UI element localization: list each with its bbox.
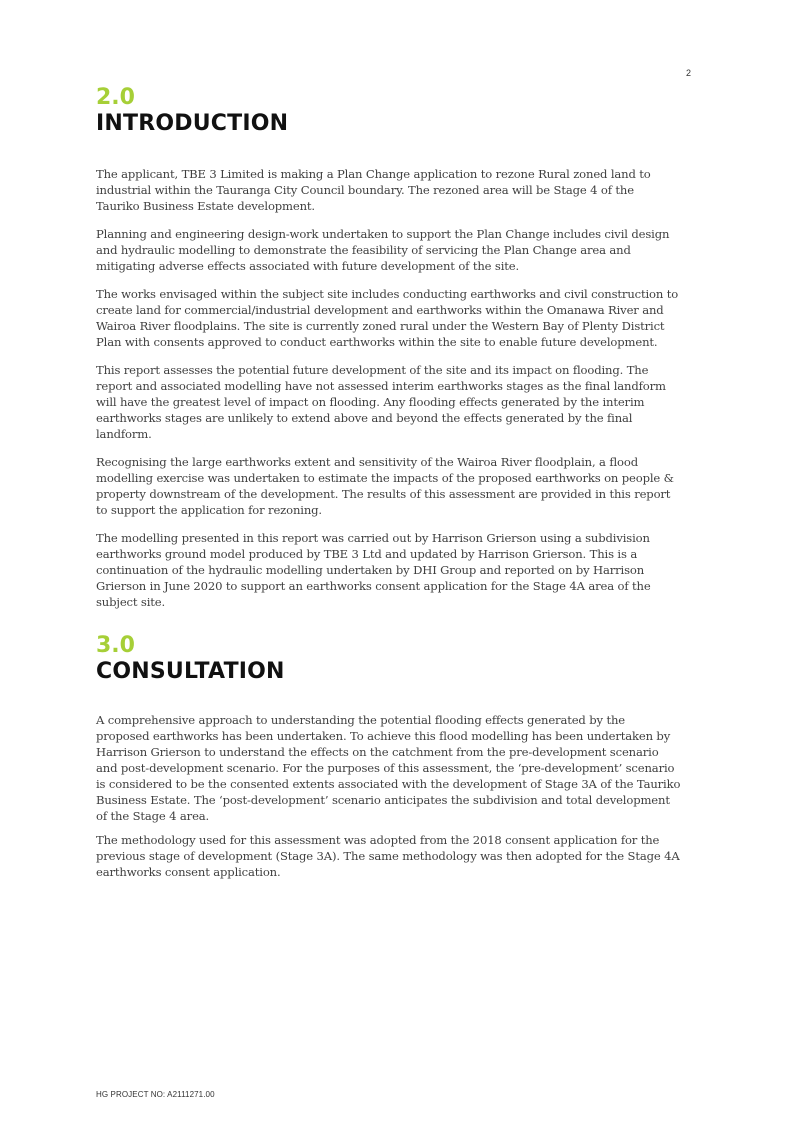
text-line: The modelling presented in this report was carried out by Harrison Grierson using a subdivision	[96, 531, 650, 545]
paragraph	[96, 286, 678, 350]
text-line: industrial within the Tauranga City Council boundary. The rezoned area will be Stage 4 of the	[96, 183, 634, 197]
paragraph	[96, 166, 651, 214]
text-line: landform.	[96, 427, 152, 441]
text-line: continuation of the hydraulic modelling undertaken by DHI Group and reported on by Harrison	[96, 563, 645, 577]
text-line: proposed earthworks has been undertaken. To achieve this flood modelling has been undertaken by	[96, 729, 671, 743]
text-line: and hydraulic modelling to demonstrate the feasibility of servicing the Plan Change area and	[96, 243, 631, 257]
text-line: previous stage of development (Stage 3A). The same methodology was then adopted for the Stage 4A	[96, 849, 680, 863]
text-line: mitigating adverse effects associated with future development of the site.	[96, 259, 520, 273]
text-line: The applicant, TBE 3 Limited is making a Plan Change application to rezone Rural zoned land to	[96, 167, 651, 181]
text-line: subject site.	[96, 595, 166, 609]
text-line: and post-development scenario. For the purposes of this assessment, the ‘pre-development’ scenario	[96, 761, 675, 775]
section-number: 2.0	[96, 85, 135, 110]
text-line: This report assesses the potential future development of the site and its impact on flooding. The	[96, 363, 649, 377]
text-line: Recognising the large earthworks extent and sensitivity of the Wairoa River floodplain, a flood	[96, 455, 638, 469]
text-line: create land for commercial/industrial development and earthworks within the Omanawa River and	[96, 303, 664, 317]
text-line: A comprehensive approach to understanding the potential flooding effects generated by the	[96, 713, 625, 727]
text-line: property downstream of the development. The results of this assessment are provided in this report	[96, 487, 671, 501]
text-line: Plan with consents approved to conduct earthworks within the site to enable future development.	[96, 335, 658, 349]
text-line: Business Estate. The ‘post-development’ scenario anticipates the subdivision and total development	[96, 793, 670, 807]
text-line: earthworks ground model produced by TBE 3 Ltd and updated by Harrison Grierson. This is a	[96, 547, 638, 561]
text-line: is considered to be the consented extents associated with the development of Stage 3A of the Tauriko	[96, 777, 681, 791]
text-line: to support the application for rezoning.	[96, 503, 322, 517]
text-line: Planning and engineering design-work undertaken to support the Plan Change includes civil design	[96, 227, 670, 241]
section-title: CONSULTATION	[96, 659, 285, 684]
text-line: of the Stage 4 area.	[96, 809, 210, 823]
paragraph	[96, 530, 651, 610]
section-introduction	[96, 86, 696, 137]
section-number: 3.0	[96, 633, 135, 658]
text-line: earthworks stages are unlikely to extend above and beyond the effects generated by the final	[96, 411, 633, 425]
text-line: report and associated modelling have not assessed interim earthworks stages as the final landform	[96, 379, 666, 393]
text-line: Grierson in June 2020 to support an earthworks consent application for the Stage 4A area of the	[96, 579, 651, 593]
paragraph	[96, 712, 680, 824]
text-line: The works envisaged within the subject site includes conducting earthworks and civil construction to	[96, 287, 679, 301]
text-line: Harrison Grierson to understand the effects on the catchment from the pre-development scenario	[96, 745, 659, 759]
text-line: Tauriko Business Estate development.	[96, 199, 315, 213]
paragraph	[96, 362, 666, 442]
paragraph	[96, 454, 674, 518]
project-number-footer: HG PROJECT NO: A2111271.00	[96, 1090, 215, 1099]
text-line: Wairoa River floodplains. The site is currently zoned rural under the Western Bay of Plenty District	[96, 319, 665, 333]
text-line: will have the greatest level of impact on flooding. Any flooding effects generated by the interim	[96, 395, 645, 409]
section-title: INTRODUCTION	[96, 111, 289, 136]
paragraph	[96, 832, 680, 880]
text-line: earthworks consent application.	[96, 865, 281, 879]
text-line: modelling exercise was undertaken to estimate the impacts of the proposed earthworks on people &	[96, 471, 674, 485]
section-consultation	[96, 634, 696, 685]
page-number: 2	[686, 68, 692, 78]
paragraph	[96, 226, 669, 274]
text-line: The methodology used for this assessment was adopted from the 2018 consent application for the	[96, 833, 660, 847]
